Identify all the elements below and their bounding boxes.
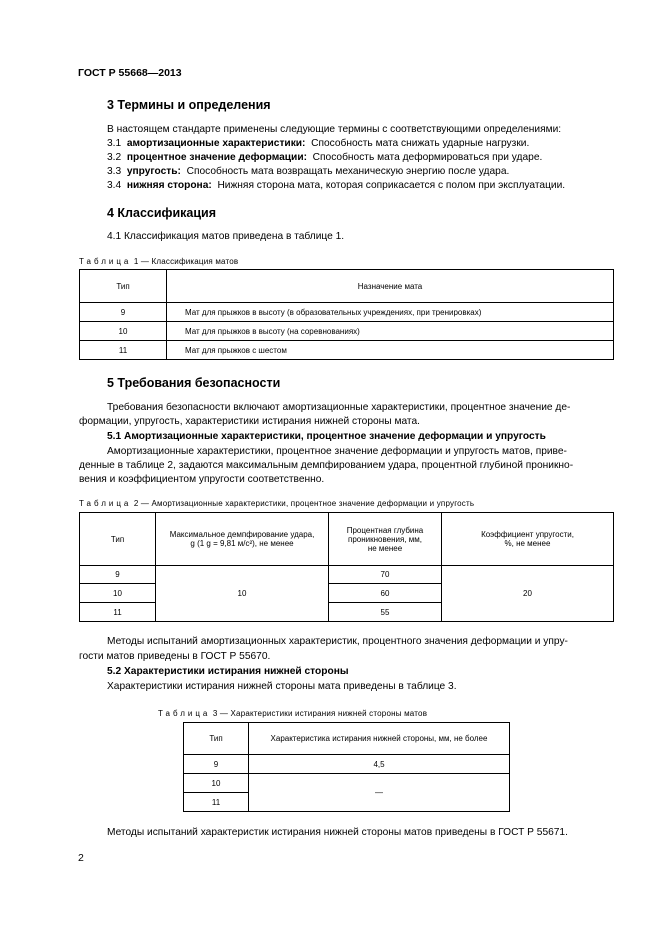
term-name: нижняя сторона: (126, 180, 212, 191)
table-cell: 11 (80, 603, 156, 622)
table-row (80, 341, 614, 360)
term-definition: Нижняя сторона мата, которая соприкасается с полом при эксплуатации. (217, 180, 566, 191)
table-cell: 10 (156, 566, 329, 622)
term-number: 3.2 (107, 152, 122, 163)
header-line: проникновения, мм, (348, 534, 422, 544)
table-2 (79, 512, 614, 622)
caption-word: Таблица (79, 257, 132, 266)
subsection-5-1-line: Амортизационные характеристики, процентное значение деформации и упругость матов, приве- (107, 446, 567, 457)
table-row (80, 303, 614, 322)
section-5-title: 5 Требования безопасности (107, 376, 281, 390)
table-3-caption (158, 709, 427, 718)
table-cell: 60 (329, 584, 442, 603)
term-number: 3.3 (107, 166, 122, 177)
table-cell: 9 (80, 566, 156, 584)
section-5-paragraph-line: формации, упругость, характеристики истирания нижней стороны мата. (79, 416, 420, 427)
table-cell: 10 (80, 584, 156, 603)
table-cell: 10 (184, 774, 249, 793)
table-cell: 10 (80, 322, 167, 341)
section-3-intro: В настоящем стандарте применены следующие термины с соответствующими определениями: (107, 124, 562, 135)
table-2-caption (79, 499, 474, 508)
subsection-5-1-line: денные в таблице 2, задаются максимальным демпфированием удара, процентной глубиной проникно- (79, 460, 574, 471)
table-cell: Мат для прыжков в высоту (в образовательных учреждениях, при тренировках) (167, 303, 614, 322)
subsection-5-2-title: 5.2 Характеристики истирания нижней стороны (107, 666, 349, 677)
table-cell: 70 (329, 566, 442, 584)
table-header (329, 513, 442, 566)
table-cell: 55 (329, 603, 442, 622)
section-5-paragraph-line: Требования безопасности включают амортизационные характеристики, процентное значение де- (107, 402, 571, 413)
header-line: Максимальное демпфирование удара, (169, 530, 315, 539)
caption-word: Таблица (158, 709, 211, 718)
table-row (184, 774, 510, 793)
table-row (80, 566, 614, 584)
term-number: 3.4 (107, 180, 122, 191)
term-name: процентное значение деформации: (126, 152, 307, 163)
caption-text: 2 — Амортизационные характеристики, процентное значение деформации и упругость (133, 499, 475, 508)
table-cell: 20 (442, 566, 614, 622)
header-line: Процентная глубина (346, 525, 424, 535)
table-cell: 9 (80, 303, 167, 322)
table-header (442, 513, 614, 566)
table-cell: 4,5 (249, 755, 510, 774)
header-line: Коэффициент упругости, (481, 530, 574, 539)
subsection-5-1-title: 5.1 Амортизационные характеристики, процентное значение деформации и упругость (107, 431, 546, 442)
table-header: Тип (80, 513, 156, 566)
term-name: амортизационные характеристики: (126, 138, 306, 149)
table-cell: 9 (184, 755, 249, 774)
term-3-1 (107, 137, 529, 152)
term-definition: Способность мата возвращать механическую энергию после удара. (186, 166, 510, 177)
table-cell: 11 (184, 793, 249, 812)
term-3-3 (107, 165, 509, 180)
subsection-5-2-paragraph: Характеристики истирания нижней стороны мата приведены в таблице 3. (107, 681, 457, 692)
table-header: Характеристика истирания нижней стороны, мм, не более (249, 723, 510, 755)
term-definition: Способность мата деформироваться при ударе. (312, 152, 543, 163)
methods-paragraph-line: гости матов приведены в ГОСТ Р 55670. (79, 651, 271, 662)
term-number: 3.1 (107, 138, 122, 149)
table-cell: 11 (80, 341, 167, 360)
subsection-5-1-line: вения и коэффициентом упругости соответственно. (79, 474, 325, 485)
page-number: 2 (78, 852, 84, 864)
methods-paragraph-line: Методы испытаний амортизационных характеристик, процентного значения деформации и упру- (107, 636, 568, 647)
table-cell: Мат для прыжков в высоту (на соревнованиях) (167, 322, 614, 341)
term-name: упругость: (126, 166, 181, 177)
table-cell: — (249, 774, 510, 812)
table-header: Назначение мата (167, 270, 614, 303)
table-1-caption (79, 257, 238, 266)
term-3-2 (107, 151, 542, 166)
section-4-title: 4 Классификация (107, 206, 217, 220)
caption-word: Таблица (79, 499, 132, 508)
section-4-paragraph: 4.1 Классификация матов приведена в таблице 1. (107, 231, 345, 242)
table-row (80, 322, 614, 341)
table-1 (79, 269, 614, 360)
table-row (184, 755, 510, 774)
document-header: ГОСТ Р 55668—2013 (78, 67, 182, 79)
table-3 (183, 722, 510, 812)
caption-text: 1 — Классификация матов (133, 257, 239, 266)
caption-text: 3 — Характеристики истирания нижней стороны матов (212, 709, 428, 718)
header-line: g (1 g = 9,81 м/с²), не менее (190, 539, 294, 548)
table-header (156, 513, 329, 566)
final-paragraph: Методы испытаний характеристик истирания нижней стороны матов приведены в ГОСТ Р 55671. (107, 827, 568, 838)
table-header: Тип (80, 270, 167, 303)
header-line: %, не менее (504, 539, 551, 548)
term-3-4 (107, 179, 565, 194)
table-cell: Мат для прыжков с шестом (167, 341, 614, 360)
header-line: не менее (367, 543, 403, 553)
table-header: Тип (184, 723, 249, 755)
term-definition: Способность мата снижать ударные нагрузки. (311, 138, 530, 149)
section-3-title: 3 Термины и определения (107, 98, 271, 112)
